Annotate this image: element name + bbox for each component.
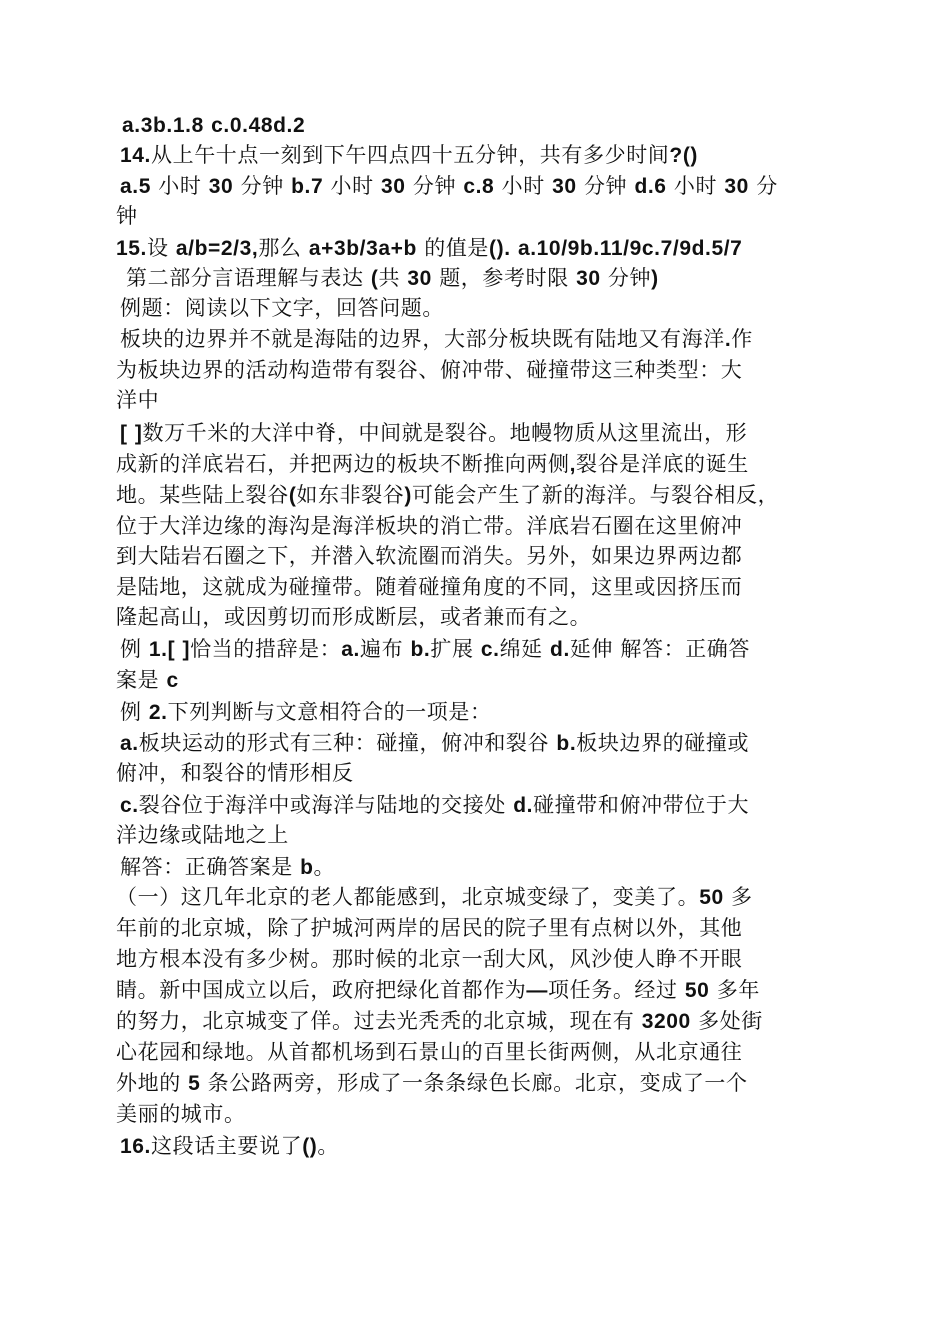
text-line: 地。某些陆上裂谷(如东非裂谷)可能会产生了新的海洋。与裂谷相反，: [116, 483, 780, 507]
text-line: （一）这几年北京的老人都能感到，北京城变绿了，变美了。50 多: [116, 885, 753, 909]
bold-run: a+3b/3a+b: [308, 237, 417, 260]
text-line: 的努力，北京城变了佯。过去光秃秃的北京城，现在有 3200 多处街: [116, 1009, 763, 1033]
bold-run: ): [404, 484, 412, 507]
bold-run: b: [300, 856, 314, 879]
text-line: 例题：阅读以下文字，回答问题。: [120, 296, 444, 320]
bold-run: (: [288, 484, 297, 507]
text-line: 是陆地，这就成为碰撞带。随着碰撞角度的不同，这里或因挤压而: [116, 575, 743, 599]
bold-run: c.: [120, 794, 139, 817]
bold-run: 15.: [116, 237, 147, 260]
text-line: 钟: [116, 204, 138, 228]
bold-run: ().: [489, 237, 511, 260]
text-line: 例 2.下列判断与文意相符合的一项是：: [120, 700, 492, 724]
bold-run: 30: [208, 175, 234, 198]
bold-run: a.: [120, 732, 139, 755]
bold-run: c.8: [463, 175, 495, 198]
bold-run: d.: [550, 638, 570, 661]
bold-run: 50: [699, 886, 724, 909]
text-line: 15.设 a/b=2/3,那么 a+3b/3a+b 的值是(). a.10/9b.11/9c.7/9d.5/7: [116, 236, 743, 260]
bold-run: 16.: [120, 1135, 151, 1158]
text-line: 第二部分言语理解与表达 (共 30 题，参考时限 30 分钟): [126, 266, 659, 290]
text-line: 心花园和绿地。从首都机场到石景山的百里长街两侧，从北京通往: [116, 1040, 743, 1064]
text-line: [122, 110, 305, 140]
bold-run: a/b=2/3,: [175, 237, 259, 260]
bold-run: ]: [134, 422, 143, 445]
bold-run: 14.: [120, 144, 151, 167]
bold-run: —: [526, 979, 549, 1002]
text-line: 睛。新中国成立以后，政府把绿化首都作为—项任务。经过 50 多年: [116, 978, 760, 1002]
text-line: 例 1.[ ]恰当的措辞是：a.遍布 b.扩展 c.绵延 d.延伸 解答：正确答: [120, 637, 750, 661]
text-line: 美丽的城市。: [116, 1102, 246, 1126]
text-line: 隆起高山，或因剪切而形成断层，或者兼而有之。: [116, 605, 592, 629]
bold-run: 30: [552, 175, 577, 198]
text-line: 俯冲，和裂谷的情形相反: [116, 761, 354, 785]
text-line: [ ]数万千米的大洋中脊，中间就是裂谷。地幔物质从这里流出，形: [120, 421, 748, 445]
bold-run: 1.[: [148, 638, 176, 661]
bold-run: 30: [576, 267, 601, 290]
bold-run: c: [166, 669, 179, 692]
bold-run: 30: [724, 175, 749, 198]
text-line: 案是 c: [116, 668, 179, 692]
bold-run: ?(): [669, 144, 699, 167]
bold-run: a.: [341, 638, 360, 661]
bold-run: b.: [556, 732, 577, 755]
bold-run: b.: [410, 638, 431, 661]
bold-run: ): [651, 267, 659, 290]
bold-run: a.3b.1.8: [122, 114, 204, 137]
text-line: 到大陆岩石圈之下，并潜入软流圈而消失。另外，如果边界两边都: [116, 544, 743, 568]
bold-run: d.: [513, 794, 534, 817]
text-line: 外地的 5 条公路两旁，形成了一条条绿色长廊。北京，变成了一个: [116, 1071, 748, 1095]
text-line: a.5 小时 30 分钟 b.7 小时 30 分钟 c.8 小时 30 分钟 d.6 小时 30 分: [120, 174, 778, 198]
bold-run: ]: [182, 638, 191, 661]
text-line: 14.从上午十点一刻到下午四点四十五分钟，共有多少时间?(): [120, 143, 699, 167]
text-line: 为板块边界的活动构造带有裂谷、俯冲带、碰撞带这三种类型：大: [116, 358, 743, 382]
bold-run: ,: [569, 453, 577, 476]
bold-run: 50: [684, 979, 710, 1002]
text-line: 洋边缘或陆地之上: [116, 823, 289, 847]
bold-run: c.: [480, 638, 500, 661]
bold-run: [: [120, 422, 128, 445]
bold-run: 2.: [148, 701, 168, 724]
text-line: 年前的北京城，除了护城河两岸的居民的院子里有点树以外，其他: [116, 916, 743, 940]
bold-run: 3200: [641, 1010, 691, 1033]
text-line: a.板块运动的形式有三种：碰撞，俯冲和裂谷 b.板块边界的碰撞或: [120, 731, 750, 755]
bold-run: 5: [188, 1072, 201, 1095]
text-line: 地方根本没有多少树。那时候的北京一刮大风，风沙使人睁不开眼: [116, 947, 743, 971]
text-line: 16.这段话主要说了()。: [120, 1134, 339, 1158]
bold-run: 30: [407, 267, 432, 290]
bold-run: d.6: [634, 175, 667, 198]
text-line: 位于大洋边缘的海沟是海洋板块的消亡带。洋底岩石圈在这里俯冲: [116, 514, 743, 538]
text-line: 成新的洋底岩石，并把两边的板块不断推向两侧,裂谷是洋底的诞生: [116, 452, 749, 476]
bold-run: (): [302, 1135, 318, 1158]
bold-run: c.0.48d.2: [211, 114, 306, 137]
text-line: 解答：正确答案是 b。: [120, 855, 336, 879]
bold-run: a.5: [120, 175, 151, 198]
text-line: 板块的边界并不就是海陆的边界，大部分板块既有陆地又有海洋.作: [120, 327, 753, 351]
bold-run: .: [724, 328, 732, 351]
bold-run: (: [370, 267, 379, 290]
bold-run: a.10/9b.11/9c.7/9d.5/7: [517, 237, 743, 260]
text-line: c.裂谷位于海洋中或海洋与陆地的交接处 d.碰撞带和俯冲带位于大: [120, 793, 750, 817]
bold-run: b.7: [291, 175, 324, 198]
bold-run: 30: [381, 175, 406, 198]
text-line: 洋中: [116, 388, 160, 412]
